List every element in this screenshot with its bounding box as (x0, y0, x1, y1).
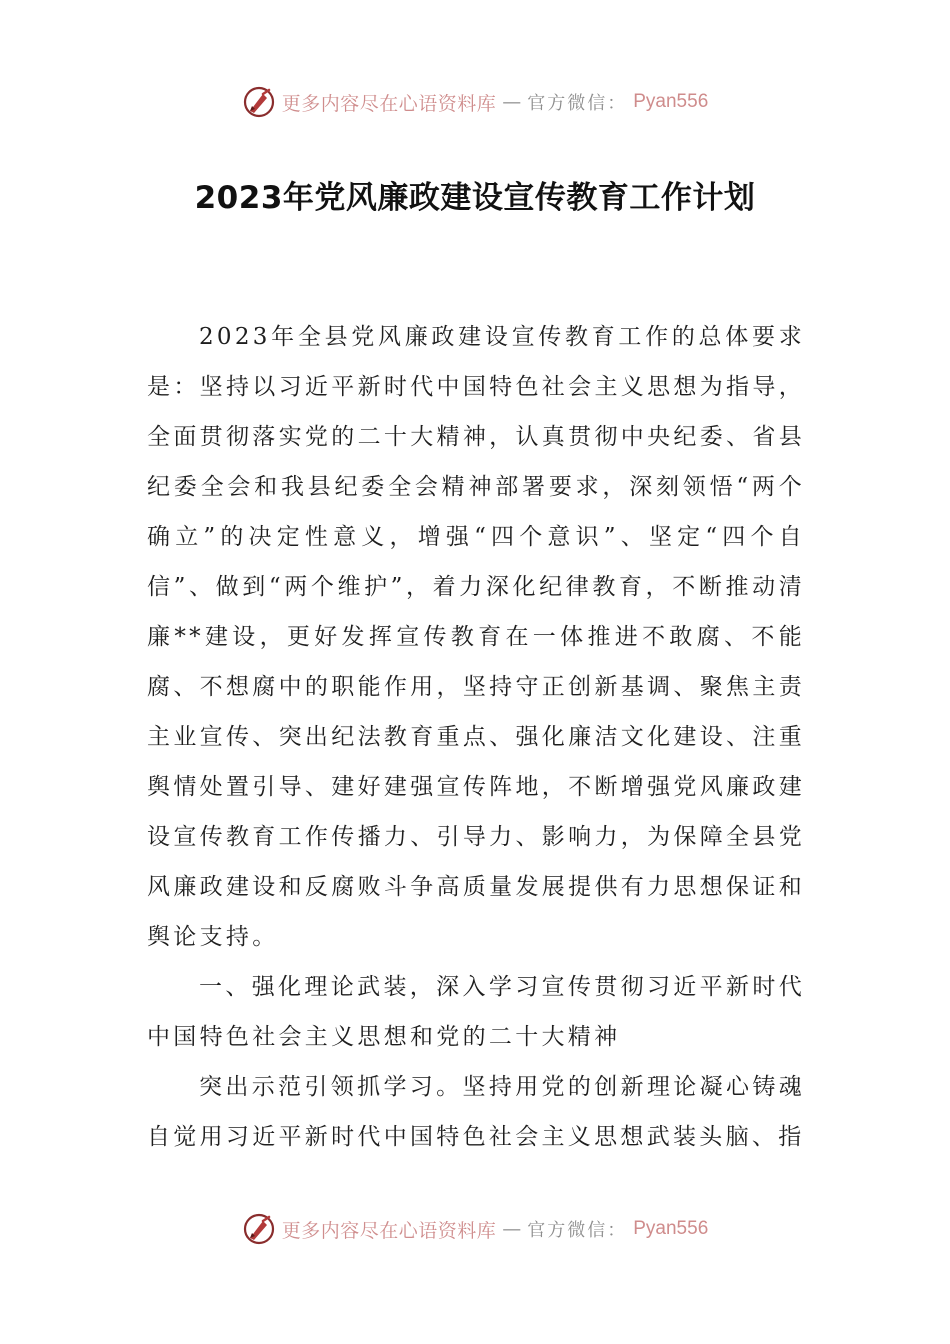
pen-nib-circle-icon (242, 1212, 276, 1246)
watermark-site-text: 更多内容尽在心语资料库 (281, 92, 497, 115)
document-title: 2023年党风廉政建设宣传教育工作计划 (194, 180, 756, 216)
watermark-label: 官方微信： (527, 93, 628, 114)
watermark-separator: — (502, 91, 522, 113)
paragraph-intro: 2023年全县党风廉政建设宣传教育工作的总体要求是：坚持以习近平新时代中国特色社会主义思想为指导，全面贯彻落实党的二十大精神，认真贯彻中央纪委、省县纪委全会和我县纪委全会精神部署要求，深刻领悟“两个确立”的决定性意义，增强“四个意识”、坚定“四个自信”、做到“两个维护”，着力深化纪律教育，不断推动清廉**建设，更好发挥宣传教育在一体推进不敢腐、不能腐、不想腐中的职能作用，坚持守正创新基调、聚焦主责主业宣传、突出纪法教育重点、强化廉洁文化建设、注重舆情处置引导、建好建强宣传阵地，不断增强党风廉政建设宣传教育工作传播力、引导力、影响力，为保障全县党风廉政建设和反腐败斗争高质量发展提供有力思想保证和舆论支持。 (147, 324, 805, 950)
pen-nib-circle-icon (242, 85, 276, 119)
watermark-separator: — (502, 1218, 522, 1240)
watermark-handle: Pyan556 (633, 1218, 709, 1239)
footer-watermark (0, 1209, 950, 1249)
watermark-site-text: 更多内容尽在心语资料库 (281, 1219, 497, 1242)
section-heading-1: 一、强化理论武装，深入学习宣传贯彻习近平新时代中国特色社会主义思想和党的二十大精神 (147, 974, 805, 1050)
paragraph-section-1: 突出示范引领抓学习。坚持用党的创新理论凝心铸魂自觉用习近平新时代中国特色社会主义思想武装头脑、指 (147, 1074, 805, 1150)
document-body (147, 312, 805, 1162)
watermark-label: 官方微信： (527, 1220, 628, 1241)
header-watermark (0, 82, 950, 122)
watermark-handle: Pyan556 (633, 91, 709, 112)
